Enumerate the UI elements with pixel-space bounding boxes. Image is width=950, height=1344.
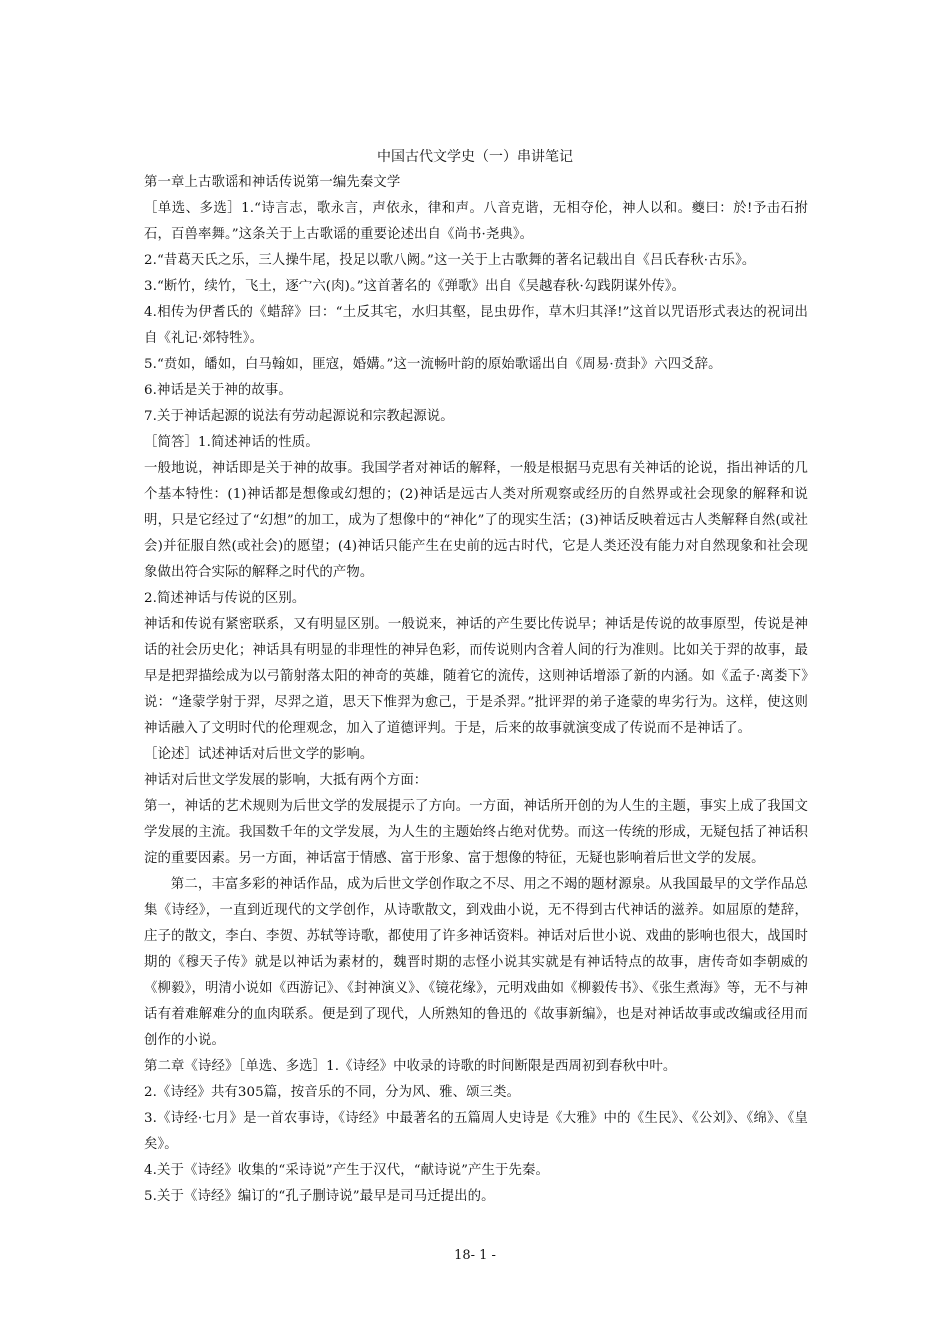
- body-paragraph: 神话对后世文学发展的影响，大抵有两个方面：: [144, 773, 428, 788]
- body-paragraph: 5.关于《诗经》编订的“孔子删诗说”最早是司马迁提出的。: [144, 1189, 495, 1204]
- document-title: 中国古代文学史（一）串讲笔记: [377, 149, 573, 165]
- body-paragraph: 3.《诗经·七月》是一首农事诗，《诗经》中最著名的五篇周人史诗是《大雅》中的《生民》、《公刘》、《绵》、《皇矣》。: [144, 1111, 808, 1152]
- body-paragraph: ［简答］1.简述神话的性质。: [144, 435, 319, 450]
- body-paragraph: 第二，丰富多彩的神话作品，成为后世文学创作取之不尽、用之不竭的题材源泉。从我国最早的文学作品总集《诗经》，一直到近现代的文学创作，从诗歌散文，到戏曲小说，无不得到古代神话的滋养。如屈原的楚辞，庄子的散文，李白、李贺、苏轼等诗歌，都使用了许多神话资料。神话对后世小说、戏曲的影响也很大，战国时期的《穆天子传》就是以神话为素材的，魏晋时期的志怪小说其实就是有神话特点的故事，唐传奇如李朝威的《柳毅》，明清小说如《西游记》、《封神演义》、《镜花缘》，元明戏曲如《柳毅传书》、《张生煮海》等，无不与神话有着难解难分的血肉联系。便是到了现代，人所熟知的鲁迅的《故事新编》，也是对神话故事或改编或径用而创作的小说。: [144, 877, 808, 1048]
- body-paragraph: 第一，神话的艺术规则为后世文学的发展提示了方向。一方面，神话所开创的为人生的主题，事实上成了我国文学发展的主流。我国数千年的文学发展，为人生的主题始终占绝对优势。而这一传统的形成，无疑包括了神话积淀的重要因素。另一方面，神话富于情感、富于形象、富于想像的特征，无疑也影响着后世文学的发展。: [144, 799, 808, 866]
- body-paragraph: 神话和传说有紧密联系，又有明显区别。一般说来，神话的产生要比传说早；神话是传说的故事原型，传说是神话的社会历史化；神话具有明显的非理性的神异色彩，而传说则内含着人间的行为准则。比如关于羿的故事，最早是把羿描绘成为以弓箭射落太阳的神奇的英雄，随着它的流传，这则神话增添了新的内涵。如《孟子·离娄下》说：“逢蒙学射于羿，尽羿之道，思天下惟羿为愈己，于是杀羿。”批评羿的弟子逄蒙的卑劣行为。这样，使这则神话融入了文明时代的伦理观念，加入了道德评判。于是，后来的故事就演变成了传说而不是神话了。: [144, 617, 808, 736]
- body-paragraph: 第一章上古歌谣和神话传说第一编先秦文学: [144, 175, 401, 190]
- body-paragraph: 4.相传为伊耆氏的《蜡辞》曰：“土反其宅，水归其壑，昆虫毋作，草木归其泽!”这首以咒语形式表达的祝词出自《礼记·郊特牲》。: [144, 305, 808, 346]
- body-paragraph: 7.关于神话起源的说法有劳动起源说和宗教起源说。: [144, 409, 454, 424]
- body-paragraph: 一般地说，神话即是关于神的故事。我国学者对神话的解释，一般是根据马克思有关神话的论说，指出神话的几个基本特性：(1)神话都是想像或幻想的；(2)神话是远古人类对所观察或经历的自然界或社会现象的解释和说明，只是它经过了“幻想”的加工，成为了想像中的“神化”了的现实生活；(3)神话反映着远古人类解释自然(或社会)并征服自然(或社会)的愿望；(4)神话只能产生在史前的远古时代，它是人类还没有能力对自然现象和社会现象做出符合实际的解释之时代的产物。: [144, 461, 808, 580]
- document-body: [144, 170, 808, 1210]
- body-paragraph: 2.“昔葛天氏之乐，三人操牛尾，投足以歌八阙。”这一关于上古歌舞的著名记载出自《吕氏春秋·古乐》。: [144, 253, 756, 268]
- body-paragraph: 2.简述神话与传说的区别。: [144, 591, 306, 606]
- body-paragraph: 3.“断竹，续竹，飞土，逐宀六(肉)。”这首著名的《弹歌》出自《吴越春秋·勾践阴谋外传》。: [144, 279, 686, 294]
- body-paragraph: 2.《诗经》共有305篇，按音乐的不同，分为风、雅、颂三类。: [144, 1085, 521, 1100]
- body-paragraph: 5.“贲如，皤如，白马翰如，匪寇，婚媾。”这一流畅叶韵的原始歌谣出自《周易·贲卦》六四爻辞。: [144, 357, 722, 372]
- body-paragraph: ［单选、多选］1.“诗言志，歌永言，声依永，律和声。八音克谐，无相夺伦，神人以和。夔曰：於!予击石拊石，百兽率舞。”这条关于上古歌谣的重要论述出自《尚书·尧典》。: [144, 201, 808, 242]
- page-number: 18- 1 -: [454, 1248, 496, 1263]
- body-paragraph: ［论述］试述神话对后世文学的影响。: [144, 747, 374, 762]
- body-paragraph: 4.关于《诗经》收集的“采诗说”产生于汉代，“献诗说”产生于先秦。: [144, 1163, 550, 1178]
- body-paragraph: 6.神话是关于神的故事。: [144, 383, 292, 398]
- body-paragraph: 第二章《诗经》［单选、多选］1.《诗经》中收录的诗歌的时间断限是西周初到春秋中叶。: [144, 1059, 677, 1074]
